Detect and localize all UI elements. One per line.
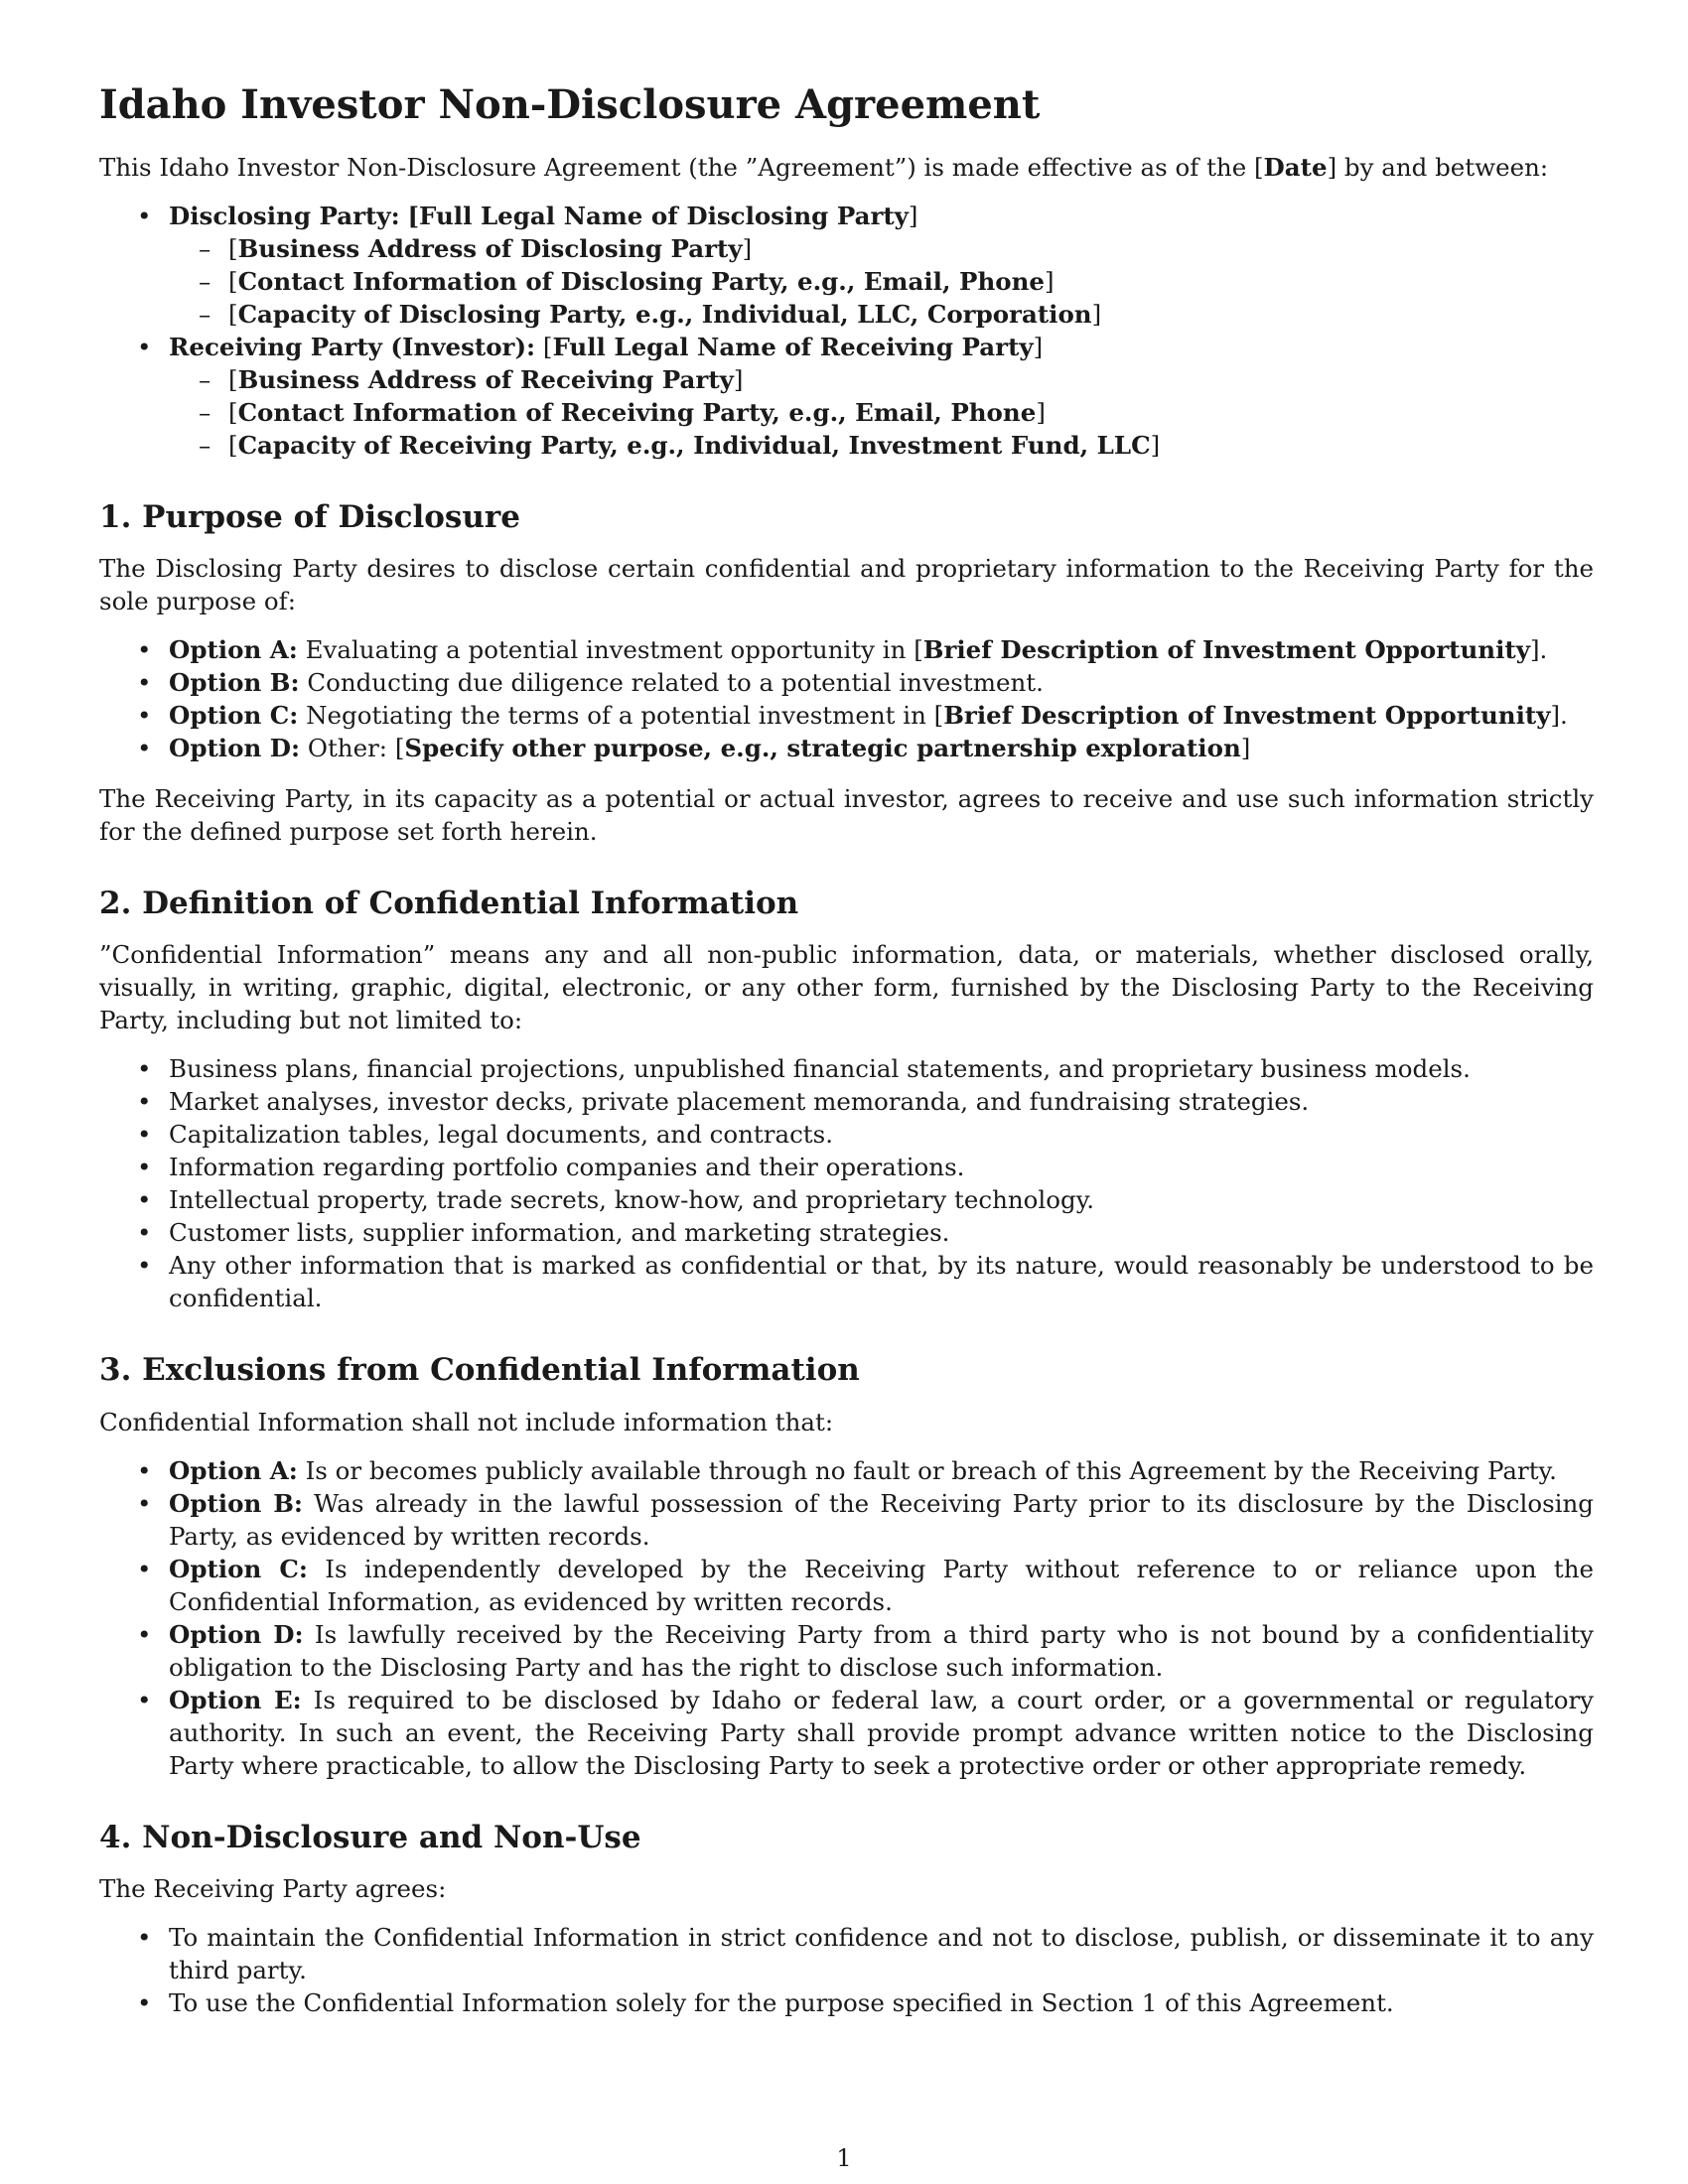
party-detail: – [Capacity of Receiving Party, e.g., Individual, Investment Fund, LLC] — [169, 429, 1594, 462]
section-1-options — [99, 633, 1594, 764]
list-item: • Business plans, financial projections, unpublished financial statements, and proprietary business models. — [99, 1052, 1594, 1085]
party-detail: – [Contact Information of Disclosing Party, e.g., Email, Phone] — [169, 265, 1594, 298]
list-item: • To maintain the Confidential Information in strict confidence and not to disclose, publish, or disseminate it to any third party. — [99, 1921, 1594, 1986]
list-item: • Option E: Is required to be disclosed by Idaho or federal law, a court order, or a governmental or regulatory authority. In such an event, the Receiving Party shall provide prompt advance written notice to the Disclosing Party where practicable, to allow the Disclosing Party to seek a protective order or other appropriate remedy. — [99, 1684, 1594, 1782]
list-item: • Capitalization tables, legal documents, and contracts. — [99, 1118, 1594, 1151]
section-4-intro: The Receiving Party agrees: — [99, 1873, 447, 1903]
section-3-options — [99, 1454, 1594, 1782]
section-1-intro: The Disclosing Party desires to disclose certain confidential and proprietary information to the Receiving Party for the sole purpose of: — [99, 554, 1594, 616]
list-item: • Option B: Was already in the lawful possession of the Receiving Party prior to its disclosure by the Disclosing Party, as evidenced by written records. — [99, 1487, 1594, 1553]
page-number: 1 — [836, 2144, 852, 2172]
section-4-heading: 4. Non-Disclosure and Non-Use — [99, 1819, 641, 1855]
list-item: • Information regarding portfolio companies and their operations. — [99, 1151, 1594, 1183]
list-item: • Any other information that is marked as confidential or that, by its nature, would reasonably be understood to be confidential. — [99, 1249, 1594, 1314]
list-item: • Option D: Other: [Specify other purpose, e.g., strategic partnership exploration] — [99, 732, 1594, 764]
section-2-intro: ”Confidential Information” means any and all non-public information, data, or materials, whether disclosed orally, visually, in writing, graphic, digital, electronic, or any other form, furnished by the Disclosing Party to the Receiving Party, including but not limited to: — [99, 940, 1594, 1035]
list-item: • Option D: Is lawfully received by the Receiving Party from a third party who is not bound by a confidentiality obligation to the Disclosing Party and has the right to disclose such information. — [99, 1618, 1594, 1684]
document-body — [99, 81, 1594, 2019]
date-placeholder: Date — [1263, 153, 1328, 182]
list-item: • To use the Confidential Information solely for the purpose specified in Section 1 of this Agreement. — [99, 1986, 1594, 2019]
receiving-party-item: • Receiving Party (Investor): [Full Legal Name of Receiving Party] – [Business Address of Receiving Party] – [Contact Information of Receiving Party, e.g., Email, Phone] – [Capacity of Receiving Party, e.g., Individual, Investment Fund, LLC] — [99, 331, 1594, 462]
section-2-heading: 2. Definition of Confidential Information — [99, 886, 799, 922]
section-2-items — [99, 1052, 1594, 1314]
party-detail: – [Contact Information of Receiving Party, e.g., Email, Phone] — [169, 396, 1594, 429]
party-detail: – [Business Address of Receiving Party] — [169, 363, 1594, 396]
disclosing-party-item: • Disclosing Party: [Full Legal Name of Disclosing Party] – [Business Address of Disclosing Party] – [Contact Information of Disclosing Party, e.g., Email, Phone] – [Capacity of Disclosing Party, e.g., Individual, LLC, Corporation] — [99, 200, 1594, 331]
section-4-items — [99, 1921, 1594, 2019]
section-1-heading: 1. Purpose of Disclosure — [99, 499, 520, 535]
section-3-intro: Confidential Information shall not include information that: — [99, 1407, 834, 1436]
party-detail: – [Capacity of Disclosing Party, e.g., Individual, LLC, Corporation] — [169, 298, 1594, 331]
section-3-heading: 3. Exclusions from Confidential Information — [99, 1352, 860, 1389]
disclosing-party-details — [169, 232, 1594, 331]
intro-paragraph: This Idaho Investor Non-Disclosure Agreement (the ”Agreement”) is made effective as of the [Date] by and between: — [99, 153, 1549, 182]
list-item: • Option B: Conducting due diligence related to a potential investment. — [99, 666, 1594, 699]
list-item: • Option C: Negotiating the terms of a potential investment in [Brief Description of Investment Opportunity]. — [99, 699, 1594, 732]
document-title: Idaho Investor Non-Disclosure Agreement — [99, 81, 1041, 128]
list-item: • Option A: Is or becomes publicly available through no fault or breach of this Agreement by the Receiving Party. — [99, 1454, 1594, 1487]
section-1-closing: The Receiving Party, in its capacity as a potential or actual investor, agrees to receive and use such information strictly for the defined purpose set forth herein. — [99, 784, 1594, 847]
list-item: • Option A: Evaluating a potential investment opportunity in [Brief Description of Investment Opportunity]. — [99, 633, 1594, 666]
list-item: • Customer lists, supplier information, and marketing strategies. — [99, 1216, 1594, 1249]
list-item: • Market analyses, investor decks, private placement memoranda, and fundraising strategies. — [99, 1085, 1594, 1118]
receiving-party-details — [169, 363, 1594, 462]
party-detail: – [Business Address of Disclosing Party] — [169, 232, 1594, 265]
list-item: • Intellectual property, trade secrets, know-how, and proprietary technology. — [99, 1183, 1594, 1216]
list-item: • Option C: Is independently developed by the Receiving Party without reference to or reliance upon the Confidential Information, as evidenced by written records. — [99, 1553, 1594, 1618]
parties-list — [99, 200, 1594, 462]
